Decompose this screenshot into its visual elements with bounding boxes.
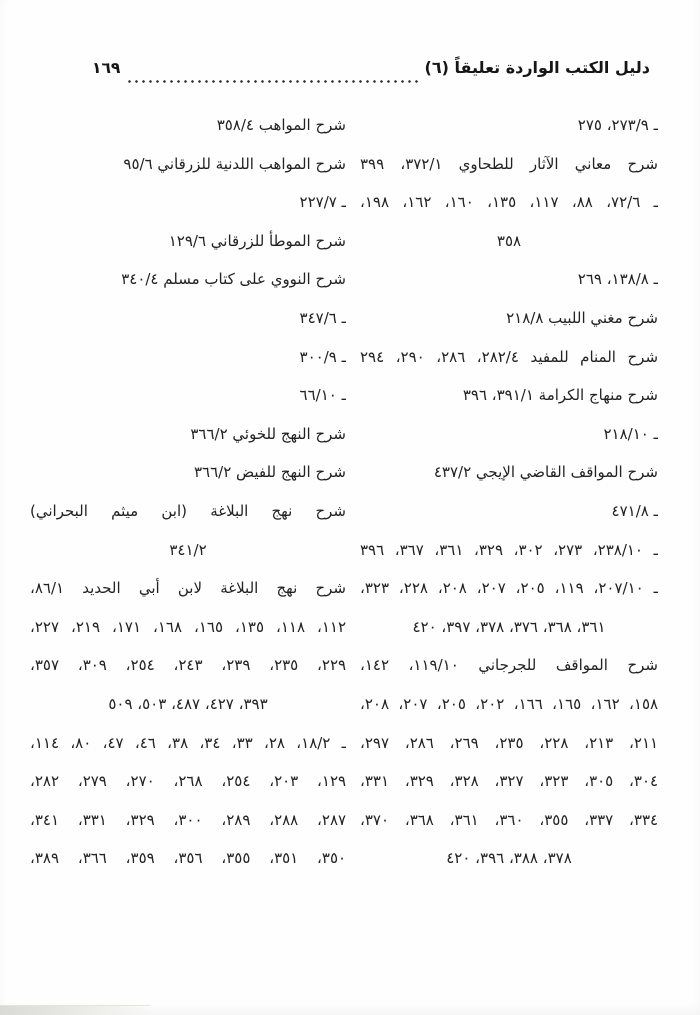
index-entry-line: شرح النووي على كتاب مسلم ٣٤٠/٤ — [121, 270, 346, 289]
index-entry-line: شرح المواهب ٣٥٨/٤ — [216, 116, 346, 134]
index-entry-line: ٣٤١/٢ — [169, 540, 207, 559]
index-entry-line: شرح نهج البلاغة (ابن ميثم البحراني) — [30, 501, 346, 520]
index-entry-line: شرح المواقف للجرجاني ١١٩/١٠، ١٤٢، — [360, 656, 658, 675]
index-entry-line: ١٢٩، ٢٠٣، ٢٥٤، ٢٦٨، ٢٧٠، ٢٧٩، ٢٨٢، — [30, 772, 346, 791]
index-entry-line: ـ ٢٧٣/٩، ٢٧٥ — [577, 116, 658, 134]
index-column-left — [30, 106, 346, 878]
index-entry-line: ٣٥٨ — [496, 231, 522, 250]
index-entry-line: ـ ٧٢/٦، ٨٨، ١١٧، ١٣٥، ١٦٠، ١٦٢، ١٩٨، — [360, 193, 658, 212]
index-entry-line: ـ ٣٤٧/٦ — [299, 308, 346, 327]
index-entry-line: شرح المواقف القاضي الإيجي ٤٣٧/٢ — [433, 463, 658, 482]
index-entry-line: ـ ٢٠٧/١٠، ١١٩، ٢٠٥، ٢٠٧، ٢٠٨، ٢٢٨، ٣٢٣، — [360, 579, 658, 598]
index-entry-line: ٣٩٣، ٤٢٧، ٤٨٧، ٥٠٣، ٥٠٩ — [108, 694, 268, 713]
dotted-leader — [126, 78, 418, 85]
index-entry-line: ـ ٦٦/١٠ — [299, 386, 346, 405]
index-entry-line: ـ ٢١٨/١٠ — [603, 424, 658, 443]
index-entry-line: ـ ١٣٨/٨، ٢٦٩ — [577, 270, 658, 289]
index-entry-line: ٢١١، ٢١٣، ٢٢٨، ٢٣٥، ٢٦٩، ٢٨٦، ٢٩٧، — [360, 733, 658, 752]
running-head-title: دليل الكتب الواردة تعليقاً (٦) — [424, 58, 650, 77]
index-entry-line: ٢٨٧، ٢٨٨، ٢٨٩، ٣٠٠، ٣٢٩، ٣٣١، ٣٤١، — [30, 810, 346, 829]
index-entry-line: شرح منهاج الكرامة ٣٩١/١، ٣٩٦ — [462, 386, 658, 405]
index-entry-line: شرح المواهب اللدنية للزرقاني ٩٥/٦ — [123, 154, 346, 173]
index-entry-line: ١١٢، ١١٨، ١٣٥، ١٦٥، ١٦٨، ١٧١، ٢١٩، ٢٢٧، — [30, 617, 346, 636]
scan-edge-artifact — [0, 1005, 150, 1015]
index-entry-line: شرح الموطأ للزرقاني ١٢٩/٦ — [168, 231, 346, 250]
index-entry-line: شرح النهج للفيض ٣٦٦/٢ — [193, 463, 346, 482]
index-entry-line: شرح نهج البلاغة لابن أبي الحديد ٨٦/١، — [30, 579, 346, 598]
index-entry-line: ١٥٨، ١٦٢، ١٦٥، ١٦٦، ٢٠٢، ٢٠٥، ٢٠٧، ٢٠٨، — [360, 694, 658, 713]
index-entry-line: شرح النهج للخوئي ٣٦٦/٢ — [190, 424, 346, 443]
index-entry-line: ٣٦١، ٣٦٨، ٣٧٦، ٣٧٨، ٣٩٧، ٤٢٠ — [412, 617, 606, 636]
index-entry-line: شرح المنام للمفيد ٢٨٢/٤، ٢٨٦، ٢٩٠، ٢٩٤ — [360, 347, 658, 366]
index-entry-line: ٣٧٨، ٣٨٨، ٣٩٦، ٤٢٠ — [446, 849, 572, 868]
index-entry-line: ـ ٤٧١/٨ — [611, 501, 658, 520]
index-entry-line: ـ ٢٣٨/١٠، ٢٧٣، ٣٠٢، ٣٢٩، ٣٦١، ٣٦٧، ٣٩٦ — [360, 540, 658, 559]
running-head — [92, 58, 650, 88]
index-entry-line: ٣٣٤، ٣٣٧، ٣٥٥، ٣٦٠، ٣٦١، ٣٦٨، ٣٧٠، — [360, 810, 658, 829]
index-entry-line: ٣٠٤، ٣٠٥، ٣٢٣، ٣٢٧، ٣٢٨، ٣٢٩، ٣٣١، — [360, 772, 658, 791]
index-entry-line: ـ ٢٢٧/٧ — [299, 193, 346, 212]
index-entry-line: ـ ١٨/٢، ٢٨، ٣٣، ٣٤، ٣٨، ٤٦، ٤٧، ٨٠، ١١٤، — [30, 733, 346, 752]
index-entry-line: ٣٥٠، ٣٥١، ٣٥٥، ٣٥٦، ٣٥٩، ٣٦٦، ٣٨٩، — [30, 849, 346, 868]
index-column-right — [360, 106, 658, 878]
index-entry-line: شرح معاني الآثار للطحاوي ٣٧٢/١، ٣٩٩ — [360, 154, 658, 173]
index-entry-line: شرح مغني اللبيب ٢١٨/٨ — [506, 308, 658, 327]
index-entry-line: ٢٢٩، ٢٣٥، ٢٣٩، ٢٤٣، ٢٥٤، ٣٠٩، ٣٥٧، — [30, 656, 346, 675]
page-number: ١٦٩ — [92, 59, 121, 77]
index-entry-line: ـ ٣٠٠/٩ — [299, 347, 346, 366]
